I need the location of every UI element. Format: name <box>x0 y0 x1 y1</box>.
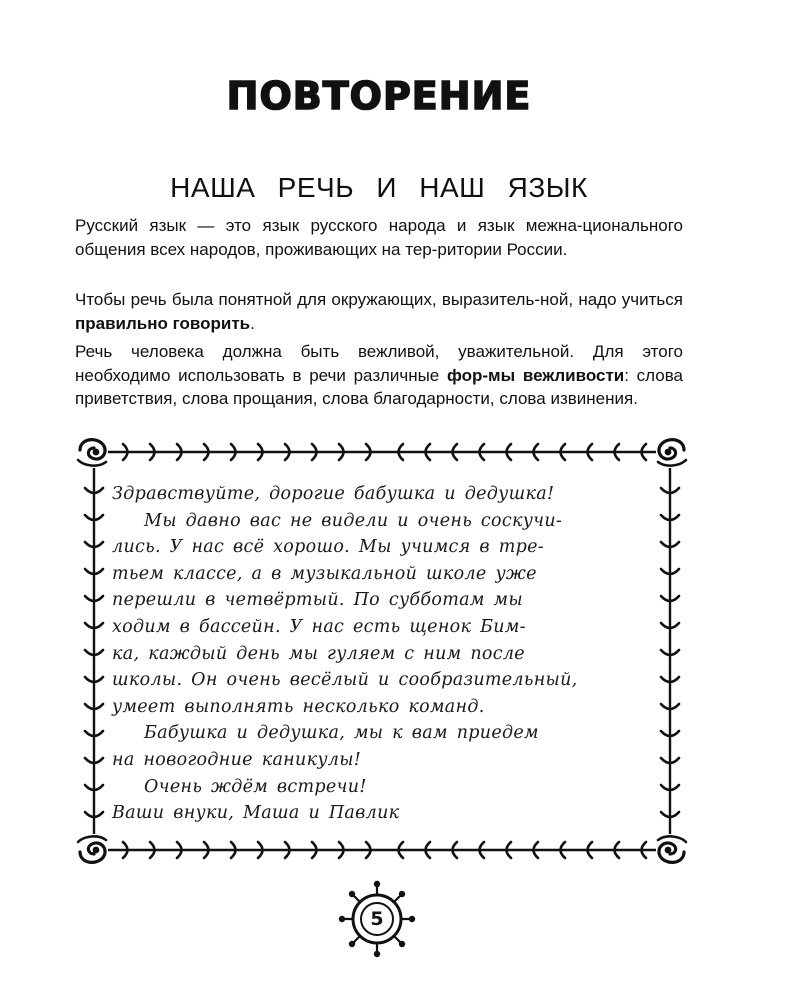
corner-swirl-icon <box>78 836 106 862</box>
handwritten-letter <box>112 481 640 827</box>
letter-greeting: Здравствуйте, дорогие бабушка и дедушка! <box>112 484 555 504</box>
letter-line: школы. Он очень весёлый и сообразительный, <box>112 670 578 691</box>
letter-line: ка, каждый день мы гуляем с ним после <box>112 643 525 664</box>
page-number: 5 <box>370 908 384 930</box>
letter-line: Мы давно вас не видели и очень соскучи- <box>144 510 563 531</box>
corner-swirl-icon <box>658 836 686 862</box>
letter-line: лись. У нас всё хорошо. Мы учимся в тре- <box>112 537 545 558</box>
bold-term: фор-мы вежливости <box>446 365 625 385</box>
paragraph-clear-speech <box>75 288 683 335</box>
letter-line: Очень ждём встречи! <box>144 776 367 797</box>
corner-swirl-icon <box>658 440 686 466</box>
letter-line: Бабушка и дедушка, мы к вам приедем <box>144 723 539 744</box>
letter-line: умеет выполнять несколько команд. <box>112 696 485 717</box>
letter-line: тьем классе, а в музыкальной школе уже <box>112 563 537 584</box>
paragraph-text: Чтобы речь была понятной для окружающих, выразитель-ной, надо учиться <box>75 290 683 309</box>
paragraph-russian-language <box>75 214 683 261</box>
page-number-badge <box>338 880 416 958</box>
paragraph-politeness <box>75 340 683 411</box>
paragraph-text: : слова приветствия, слова прощания, слова благодарности, слова извинения. <box>75 365 683 408</box>
bold-term: правильно говорить <box>75 313 251 333</box>
section-title: НАША РЕЧЬ И НАШ ЯЗЫК <box>170 172 588 203</box>
corner-swirl-icon <box>78 440 106 466</box>
paragraph-text: Русский язык — это язык русского народа и язык межна-ционального общения всех народов, проживающих на тер-ритории России. <box>75 216 683 259</box>
letter-line: перешли в четвёртый. По субботам мы <box>112 590 523 611</box>
letter-line: ходим в бассейн. У нас есть щенок Бим- <box>112 616 526 637</box>
page-heading: ПОВТОРЕНИЕ <box>226 74 532 118</box>
paragraph-text: Речь человека должна быть вежливой, уважительной. Для этого необходимо использовать в речи различные <box>75 342 683 385</box>
letter-line: на новогодние каникулы! <box>112 749 362 770</box>
letter-signature: Ваши внуки, Маша и Павлик <box>112 803 400 824</box>
paragraph-text: . <box>250 313 255 333</box>
